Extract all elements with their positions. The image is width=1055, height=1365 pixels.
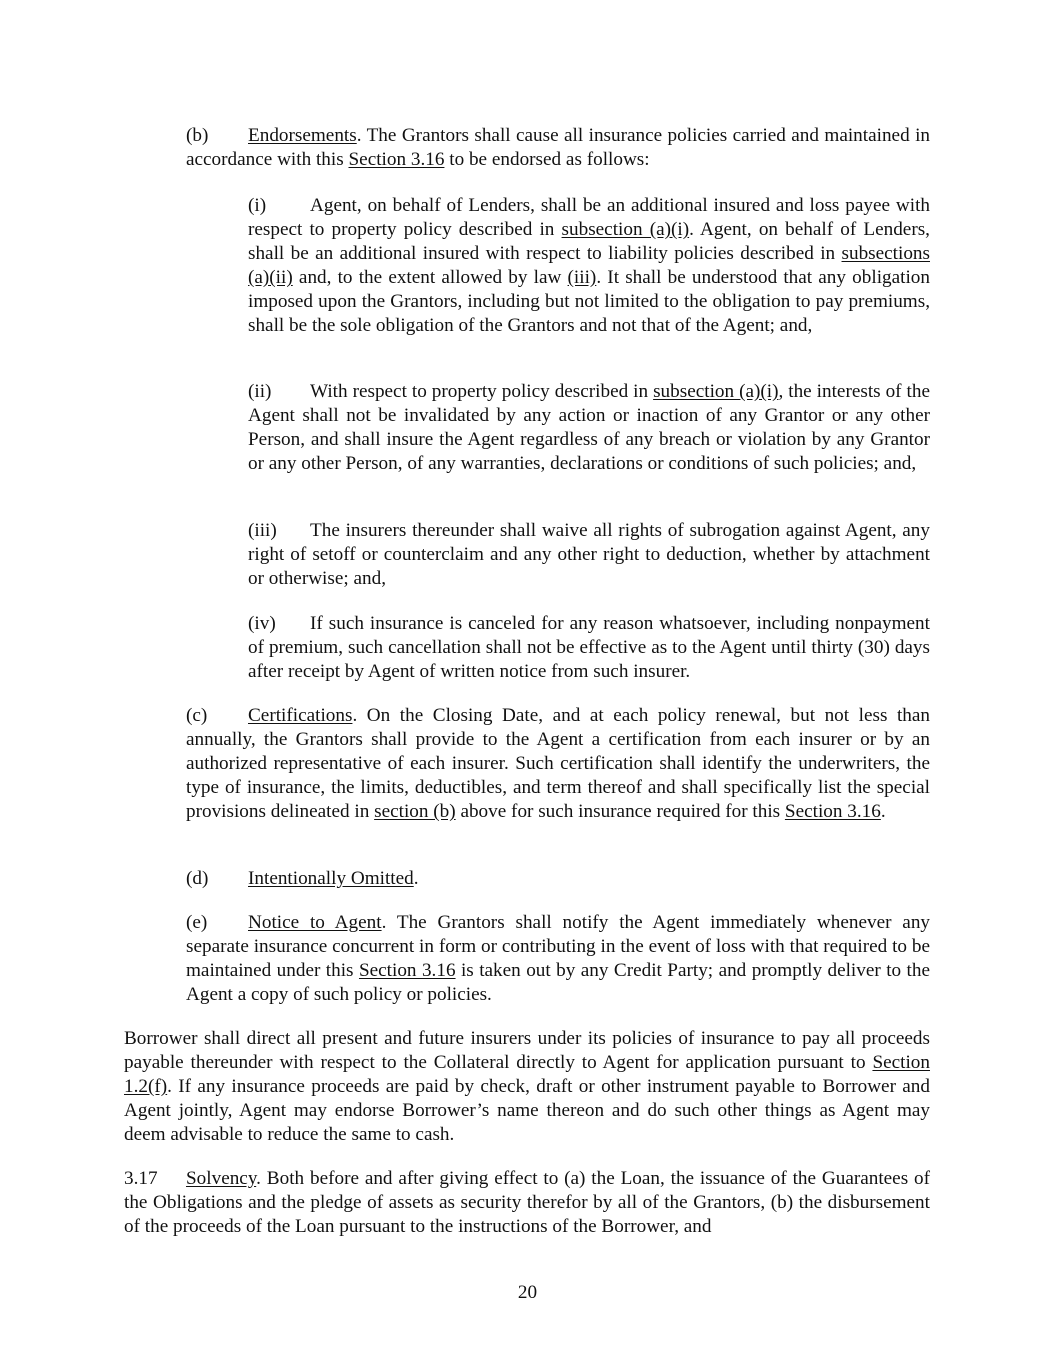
paragraph-b-iv — [248, 612, 930, 684]
paragraph-text: If such insurance is canceled for any reason whatsoever, including nonpayment of premium, such cancellation shall not be effective as to the Agent until thirty (30) days after receipt by Agent of written notice from such insurer. — [248, 613, 930, 682]
page-number: 20 — [517, 1282, 538, 1303]
paragraph-e — [186, 911, 930, 1007]
heading-intentionally-omitted: Intentionally Omitted — [248, 868, 414, 889]
paragraph-b-i — [248, 194, 930, 338]
section-reference: Section 3.16 — [348, 149, 445, 170]
paragraph-text: , the interests of the Agent shall not be invalidated by any action or inaction of any Grantor or any other Person, and shall insure the Agent regardless of any breach or violation by any Grantor or any other Person, of any warranties, declarations or conditions of such policies; and, — [248, 381, 930, 474]
section-reference: Section 3.16 — [358, 960, 456, 981]
paragraph-text: . Both before and after giving effect to (a) the Loan, the issuance of the Guarantees of the Obligations and the pledge of assets as security therefor by all of the Grantors, (b) the disbursement of the proceeds of the Loan pursuant to the instructions of the Borrower, and — [124, 1168, 930, 1237]
paragraph-b-ii — [248, 380, 930, 476]
section-reference: subsections (a)(ii) — [248, 243, 930, 288]
paragraph-text: to be endorsed as follows: — [444, 149, 650, 170]
paragraph-text: . If any insurance proceeds are paid by check, draft or other instrument payable to Borrower and Agent jointly, Agent may endorse Borrower’s name thereon and do such other things as Agent may deem advisable to reduce the same to cash. — [124, 1076, 930, 1145]
paragraph-number: (i) — [248, 195, 267, 216]
section-reference: section (b) — [374, 801, 456, 822]
paragraph-text: . It shall be understood that any obligation imposed upon the Grantors, including but not limited to the obligation to pay premiums, shall be the sole obligation of the Grantors and not that of the Agent; and, — [248, 267, 930, 336]
section-reference: (iii) — [567, 267, 597, 288]
paragraph-b-iii — [248, 519, 930, 591]
section-number: 3.17 — [124, 1168, 158, 1189]
paragraph-text: . The Grantors shall cause all insurance policies carried and maintained in accordance with this — [186, 125, 930, 170]
paragraph-number: (iii) — [248, 520, 277, 541]
paragraph-c — [186, 704, 930, 824]
heading-endorsements: Endorsements — [248, 125, 357, 146]
paragraph-number: (e) — [186, 912, 208, 933]
paragraph-text: . On the Closing Date, and at each policy renewal, but not less than annually, the Grantors shall provide to the Agent a certification from each insurer or by an authorized representative of each insurer. Such certification shall identify the underwriters, the type of insurance, the limits, deductibles, and term thereof and shall specifically list the special provisions delineated in — [186, 705, 930, 822]
paragraph-text: . The Grantors shall notify the Agent immediately whenever any separate insurance concurrent in form or contributing in the event of loss with that required to be maintained under this — [186, 912, 931, 981]
paragraph-number: (b) — [186, 125, 209, 146]
paragraph-text: . Agent, on behalf of Lenders, shall be an additional insured with respect to liability policies described in — [248, 219, 930, 264]
paragraph-number: (c) — [186, 705, 208, 726]
paragraph-d — [186, 867, 930, 891]
paragraph-text: above for such insurance required for this — [455, 801, 785, 822]
paragraph-text: and, to the extent allowed by law — [292, 267, 568, 288]
section-3-17 — [124, 1167, 930, 1239]
paragraph-text: is taken out by any Credit Party; and promptly deliver to the Agent a copy of such policy or policies. — [186, 960, 930, 1005]
section-reference: subsection (a)(i) — [653, 381, 779, 402]
paragraph-number: (d) — [186, 868, 209, 889]
section-reference: Section 3.16 — [784, 801, 881, 822]
paragraph-text: Agent, on behalf of Lenders, shall be an additional insured and loss payee with respect to property policy described in — [248, 195, 930, 240]
paragraph-text: . — [880, 801, 886, 822]
section-reference: Section 1.2(f) — [124, 1052, 930, 1097]
paragraph-text: Borrower shall direct all present and future insurers under its policies of insurance to pay all proceeds payable thereunder with respect to the Collateral directly to Agent for application pursuant to — [124, 1028, 930, 1073]
paragraph-number: (ii) — [248, 381, 272, 402]
paragraph-text: The insurers thereunder shall waive all rights of subrogation against Agent, any right of setoff or counterclaim and any other right to deduction, whether by attachment or otherwise; and, — [248, 520, 930, 589]
section-reference: subsection (a)(i) — [561, 219, 690, 240]
heading-solvency: Solvency — [186, 1168, 257, 1189]
paragraph-number: (iv) — [248, 613, 276, 634]
paragraph-b — [186, 124, 930, 172]
paragraph-text: With respect to property policy described in — [310, 381, 654, 402]
heading-notice-to-agent: Notice to Agent — [248, 912, 382, 933]
paragraph-borrower — [124, 1027, 930, 1147]
paragraph-text: . — [413, 868, 419, 889]
heading-certifications: Certifications — [248, 705, 353, 726]
